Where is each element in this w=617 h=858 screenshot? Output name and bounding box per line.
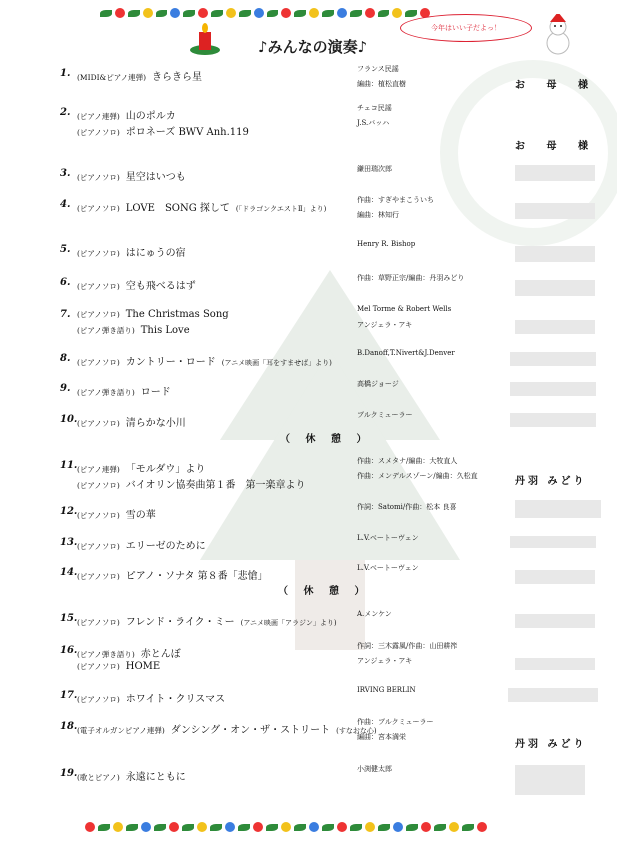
piece-title: ホワイト・クリスマス xyxy=(125,694,226,705)
piece-title: 空も飛べるはず xyxy=(125,281,196,292)
program-entry xyxy=(77,107,176,122)
genre-label: (MIDI&ピアノ連弾) xyxy=(77,73,147,82)
program-entry xyxy=(77,460,205,475)
program-entry xyxy=(77,68,202,83)
composer-credit: ブルクミューラー xyxy=(357,411,413,419)
composer-credit: IRVING BERLIN xyxy=(357,686,416,694)
composer-credit: Henry R. Bishop xyxy=(357,240,416,248)
program-entry xyxy=(77,199,326,214)
composer-credit: L.V.ベートーヴェン xyxy=(357,534,419,542)
genre-label: (ピアノソロ) xyxy=(77,542,120,551)
program-entry xyxy=(77,476,305,491)
item-number: 8. xyxy=(60,353,71,364)
composer-credit: フランス民謡 xyxy=(357,65,399,73)
piece-title: フレンド・ライク・ミー xyxy=(125,617,235,628)
genre-label: (ピアノ弾き語り) xyxy=(77,650,135,659)
item-number: 19. xyxy=(60,768,78,779)
performer-name: お 母 様 xyxy=(515,141,597,152)
genre-label: (ピアノソロ) xyxy=(77,695,120,704)
program-entry xyxy=(77,277,196,292)
program-entry xyxy=(77,123,249,138)
piece-title: 永遠にともに xyxy=(125,772,186,783)
genre-label: (ピアノソロ) xyxy=(77,310,120,319)
program-entry xyxy=(77,244,186,259)
genre-label: (ピアノソロ) xyxy=(77,662,120,671)
genre-label: (ピアノソロ) xyxy=(77,249,120,258)
program-entry xyxy=(77,768,186,783)
program-entry xyxy=(77,690,225,705)
composer-credit: 作詞：三木露風/作曲：山田耕筰 xyxy=(357,642,458,650)
genre-label: (ピアノソロ) xyxy=(77,419,120,428)
piece-title: エリーゼのために xyxy=(125,541,206,552)
item-number: 4. xyxy=(60,199,71,210)
redacted-name xyxy=(515,614,595,628)
composer-credit: アンジェラ・アキ xyxy=(357,657,413,665)
composer-credit: 作曲：すぎやまこういち xyxy=(357,196,434,204)
redacted-name xyxy=(515,765,585,795)
redacted-name xyxy=(515,658,595,670)
piece-title: きらきら星 xyxy=(152,72,203,83)
candle-icon xyxy=(188,22,222,56)
item-number: 10. xyxy=(60,414,78,425)
program-entry xyxy=(77,645,181,660)
program-entry xyxy=(77,168,186,183)
item-number: 15. xyxy=(60,613,78,624)
composer-credit: 作詞：Satomi/作曲：松本 良喜 xyxy=(357,503,457,511)
piece-title: HOME xyxy=(125,661,161,672)
performer-name: 丹羽 みどり xyxy=(515,739,587,750)
item-number: 16. xyxy=(60,645,78,656)
piece-title: This Love xyxy=(140,325,190,336)
composer-credit: アンジェラ・アキ xyxy=(357,321,413,329)
piece-title: 赤とんぼ xyxy=(140,649,181,660)
item-number: 2. xyxy=(60,107,71,118)
composer-credit: 編曲：植松直樹 xyxy=(357,80,406,88)
composer-credit: 作曲：メンデルスゾーン/編曲：久松直 xyxy=(357,472,478,480)
program-entry xyxy=(77,325,190,336)
program-entry xyxy=(77,567,268,582)
piece-title: バイオリン協奏曲第１番 第一楽章より xyxy=(125,480,306,491)
redacted-name xyxy=(515,320,595,334)
genre-label: (ピアノソロ) xyxy=(77,358,120,367)
performer-name: お 母 様 xyxy=(515,80,597,91)
program-entry xyxy=(77,506,156,521)
piece-title: 「モルダウ」より xyxy=(125,464,206,475)
composer-credit: 鎌田瑞次郎 xyxy=(357,165,392,173)
genre-label: (ピアノソロ) xyxy=(77,128,120,137)
item-number: 12. xyxy=(60,506,78,517)
piece-title: 山のポルカ xyxy=(125,111,176,122)
composer-credit: 編曲：宮本満栄 xyxy=(357,733,406,741)
genre-label: (ピアノ連弾) xyxy=(77,465,120,474)
composer-credit: 小渕健太郎 xyxy=(357,765,392,773)
redacted-name xyxy=(515,246,595,262)
top-garland xyxy=(100,6,430,20)
piece-title: LOVE SONG 探して xyxy=(125,203,230,214)
redacted-name xyxy=(515,500,601,518)
piece-title: 清らかな小川 xyxy=(125,418,186,429)
redacted-name xyxy=(515,165,595,181)
program-entry xyxy=(77,537,206,552)
piece-note: (「ドラゴンクエストⅡ」より) xyxy=(235,205,327,213)
page-title: ♪みんなの演奏♪ xyxy=(258,38,368,56)
piece-title: ピアノ・ソナタ 第８番「悲愴」 xyxy=(125,571,268,582)
item-number: 7. xyxy=(60,309,71,320)
composer-credit: J.S.バッハ xyxy=(357,119,390,127)
genre-label: (ピアノ弾き語り) xyxy=(77,388,135,397)
program-entry xyxy=(77,661,160,672)
program-entry xyxy=(77,383,171,398)
piece-note: (アニメ映画「耳をすませば」より) xyxy=(221,359,332,367)
composer-credit: 作曲：草野正宗/編曲：丹羽みどり xyxy=(357,274,465,282)
program-entry xyxy=(77,613,337,628)
redacted-name xyxy=(510,536,596,548)
composer-credit: 作曲：スメタナ/編曲：大牧直人 xyxy=(357,457,458,465)
genre-label: (歌とピアノ) xyxy=(77,773,120,782)
item-number: 17. xyxy=(60,690,78,701)
redacted-name xyxy=(510,413,596,427)
intermission-label: （ 休 憩 ） xyxy=(280,434,373,445)
program-entry xyxy=(77,353,332,368)
composer-credit: 作曲：ブルクミューラー xyxy=(357,718,434,726)
snowman-icon xyxy=(540,14,576,56)
piece-title: 星空はいつも xyxy=(125,172,186,183)
genre-label: (ピアノソロ) xyxy=(77,204,120,213)
composer-credit: 編曲：林知行 xyxy=(357,211,399,219)
composer-credit: L.V.ベートーヴェン xyxy=(357,564,419,572)
item-number: 18. xyxy=(60,721,78,732)
piece-title: はにゅうの宿 xyxy=(125,248,186,259)
genre-label: (ピアノソロ) xyxy=(77,282,120,291)
genre-label: (ピアノソロ) xyxy=(77,511,120,520)
redacted-name xyxy=(510,382,596,396)
genre-label: (ピアノ弾き語り) xyxy=(77,326,135,335)
speech-bubble: 今年はいい子だよっ！ xyxy=(400,14,532,42)
item-number: 1. xyxy=(60,68,71,79)
bottom-garland xyxy=(85,820,575,834)
composer-credit: 高橋ジョージ xyxy=(357,380,399,388)
item-number: 6. xyxy=(60,277,71,288)
redacted-name xyxy=(515,203,595,219)
genre-label: (ピアノソロ) xyxy=(77,572,120,581)
performer-name: 丹羽 みどり xyxy=(515,476,587,487)
composer-credit: A.メンケン xyxy=(357,610,392,618)
item-number: 9. xyxy=(60,383,71,394)
piece-title: ポロネーズ BWV Anh.119 xyxy=(125,127,249,138)
genre-label: (ピアノソロ) xyxy=(77,618,120,627)
genre-label: (ピアノソロ) xyxy=(77,481,120,490)
piece-title: 雪の華 xyxy=(125,510,156,521)
piece-title: ロード xyxy=(140,387,171,398)
composer-credit: B.Danoff,T.Nivert&J.Denver xyxy=(357,349,455,357)
item-number: 11. xyxy=(60,460,78,471)
program-entry xyxy=(77,414,186,429)
item-number: 5. xyxy=(60,244,71,255)
piece-note: (すなおな心) xyxy=(336,727,377,735)
redacted-name xyxy=(510,352,596,366)
piece-title: The Christmas Song xyxy=(125,309,229,320)
piece-title: ダンシング・オン・ザ・ストリート xyxy=(170,725,331,736)
redacted-name xyxy=(515,570,595,584)
redacted-name xyxy=(515,280,595,296)
composer-credit: チェコ民謡 xyxy=(357,104,392,112)
program-entry xyxy=(77,309,229,320)
intermission-label: （ 休 憩 ） xyxy=(278,586,371,597)
program-entry xyxy=(77,721,377,736)
piece-title: カントリー・ロード xyxy=(125,357,216,368)
piece-note: (アニメ映画「アラジン」より) xyxy=(240,619,337,627)
genre-label: (ピアノソロ) xyxy=(77,173,120,182)
redacted-name xyxy=(508,688,598,702)
composer-credit: Mel Torme & Robert Wells xyxy=(357,305,452,313)
item-number: 14. xyxy=(60,567,78,578)
item-number: 13. xyxy=(60,537,78,548)
genre-label: (電子オルガンピアノ連弾) xyxy=(77,726,165,735)
genre-label: (ピアノ連弾) xyxy=(77,112,120,121)
item-number: 3. xyxy=(60,168,71,179)
